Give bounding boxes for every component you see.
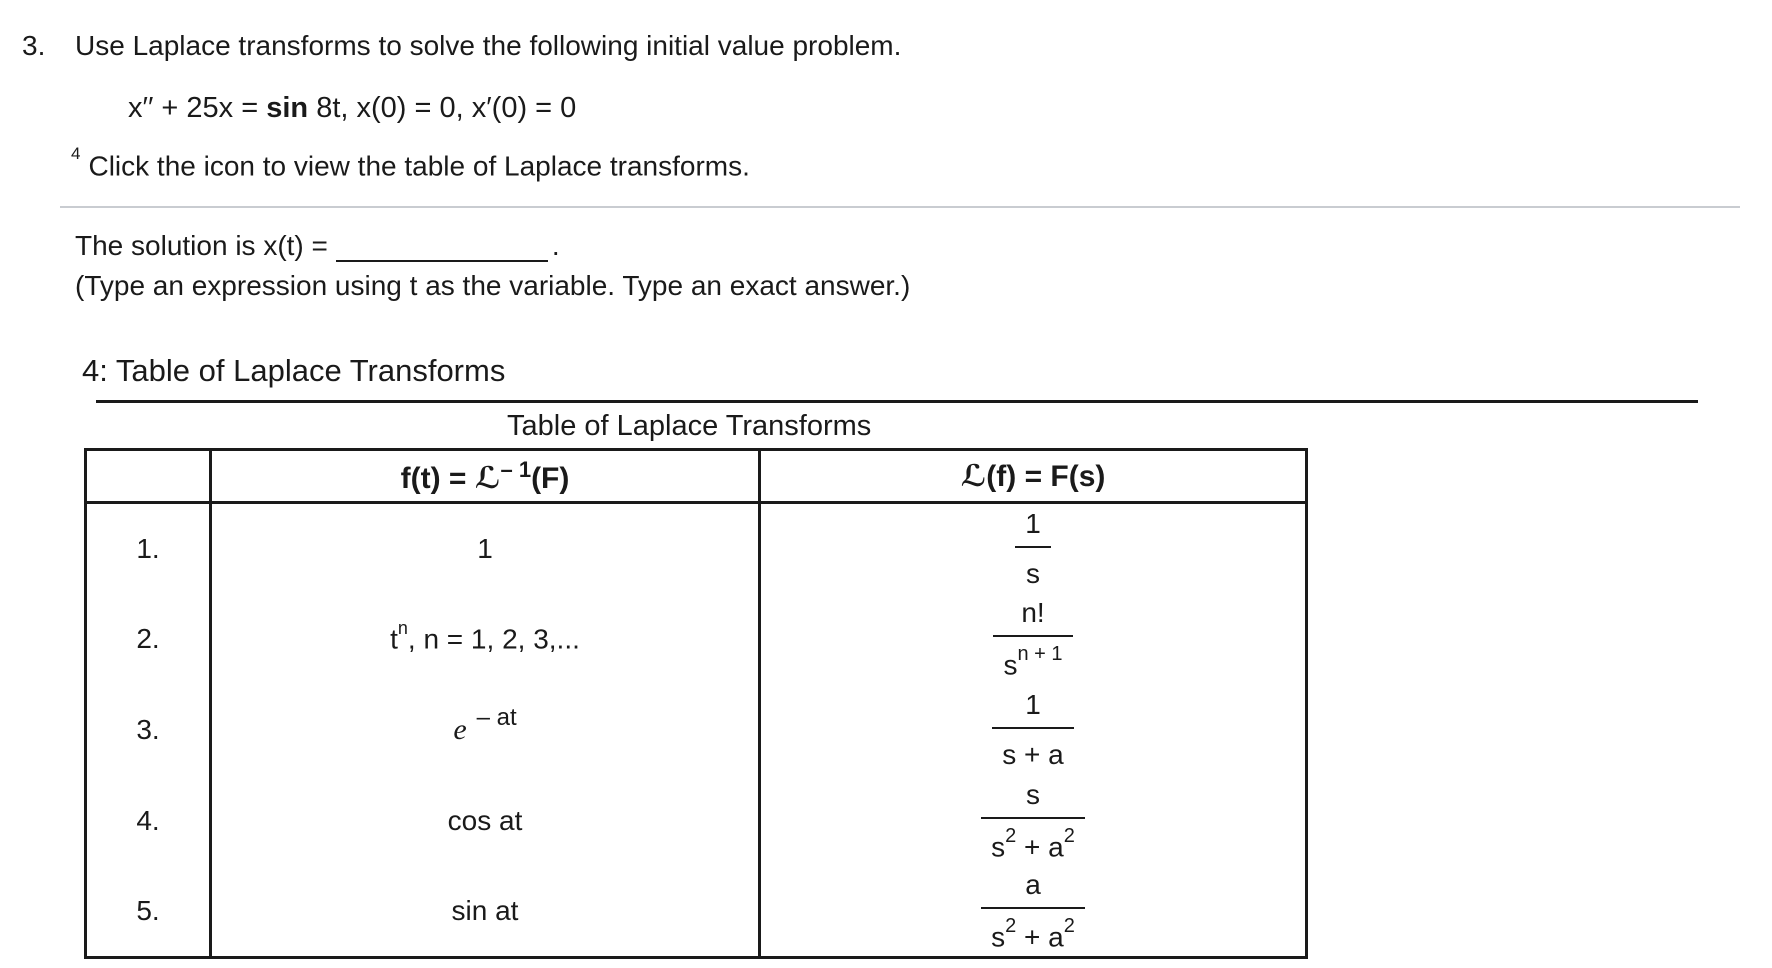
- fraction: [1015, 508, 1051, 590]
- header-ft: [211, 450, 760, 503]
- row-number: 5.: [86, 867, 211, 958]
- fraction-numerator: a: [1025, 869, 1041, 901]
- den-mid: + a: [1016, 921, 1064, 953]
- row-number: 2.: [86, 594, 211, 685]
- row-f: [211, 685, 760, 776]
- question-number: 3.: [22, 30, 46, 61]
- info-link-row[interactable]: [71, 144, 750, 182]
- header-ft-sup: – 1: [500, 456, 532, 482]
- table-row: [86, 594, 1307, 685]
- table-row: [86, 503, 1307, 594]
- den-b-sup: 2: [1063, 915, 1075, 938]
- laplace-table: [84, 448, 1308, 959]
- den-a-sup: 2: [1005, 824, 1017, 847]
- info-icon[interactable]: 4: [71, 144, 81, 163]
- fraction-numerator: 1: [1025, 507, 1041, 539]
- laplace-table-link[interactable]: Click the icon to view the table of Laplace transforms.: [88, 150, 750, 182]
- fraction-numerator: n!: [1021, 596, 1045, 628]
- row-F: [760, 776, 1307, 867]
- fraction-denominator: [981, 819, 1085, 863]
- answer-hint: (Type an expression using t as the variable. Type an exact answer.): [75, 270, 911, 301]
- row-number: 3.: [86, 685, 211, 776]
- answer-label: The solution is x(t) =: [75, 230, 328, 261]
- answer-row: [75, 228, 560, 262]
- row-f-base: t: [390, 623, 398, 655]
- answer-input[interactable]: [336, 228, 548, 262]
- header-num: [86, 450, 211, 503]
- row-number: 4.: [86, 776, 211, 867]
- row-number: 1.: [86, 503, 211, 594]
- row-F: [760, 594, 1307, 685]
- row-f: 1: [211, 503, 760, 594]
- fraction: [992, 689, 1073, 771]
- row-f-e: e: [453, 713, 467, 746]
- den-b-sup: 2: [1063, 824, 1075, 847]
- answer-period: .: [551, 230, 560, 261]
- row-F: [760, 503, 1307, 594]
- equation-lhs: x′′ + 25x =: [128, 92, 267, 124]
- popup-title: 4: Table of Laplace Transforms: [82, 353, 506, 388]
- fraction-denominator: [981, 909, 1085, 953]
- row-f-exp: – at: [476, 704, 517, 731]
- den-base: s: [1003, 649, 1018, 681]
- equation-rhs: 8t, x(0) = 0, x′(0) = 0: [308, 92, 577, 124]
- header-ft-label: f(t) = ℒ: [400, 461, 501, 495]
- question-prompt: Use Laplace transforms to solve the following initial value problem.: [75, 30, 902, 61]
- equation-sin: sin: [266, 92, 309, 124]
- den-sup: n + 1: [1017, 642, 1063, 665]
- header-ft-tail: (F): [531, 461, 570, 495]
- fraction: [993, 597, 1072, 681]
- table-row: [86, 867, 1307, 958]
- header-Fs: ℒ(f) = F(s): [760, 450, 1307, 503]
- den-a: s: [991, 921, 1006, 953]
- section-divider: [60, 206, 1740, 208]
- row-f-tail: , n = 1, 2, 3,...: [407, 623, 580, 655]
- row-f: sin at: [211, 867, 760, 958]
- row-F: [760, 867, 1307, 958]
- popup-title-rule: [96, 400, 1698, 403]
- den-a-sup: 2: [1005, 915, 1017, 938]
- den-a: s: [991, 831, 1006, 863]
- fraction: [981, 779, 1085, 863]
- row-f: [211, 594, 760, 685]
- table-header-row: [86, 450, 1307, 503]
- fraction-numerator: 1: [1025, 689, 1041, 720]
- fraction-denominator: [993, 637, 1072, 681]
- row-F: [760, 685, 1307, 776]
- row-f-sup: n: [397, 618, 408, 639]
- fraction-denominator: s: [1025, 557, 1040, 589]
- equation: [128, 92, 576, 125]
- fraction-numerator: s: [1025, 778, 1040, 810]
- table-caption: Table of Laplace Transforms: [507, 410, 872, 442]
- row-f: cos at: [211, 776, 760, 867]
- table-row: [86, 685, 1307, 776]
- fraction-denominator: s + a: [1002, 739, 1064, 770]
- table-row: [86, 776, 1307, 867]
- den-mid: + a: [1016, 831, 1064, 863]
- fraction: [981, 869, 1085, 953]
